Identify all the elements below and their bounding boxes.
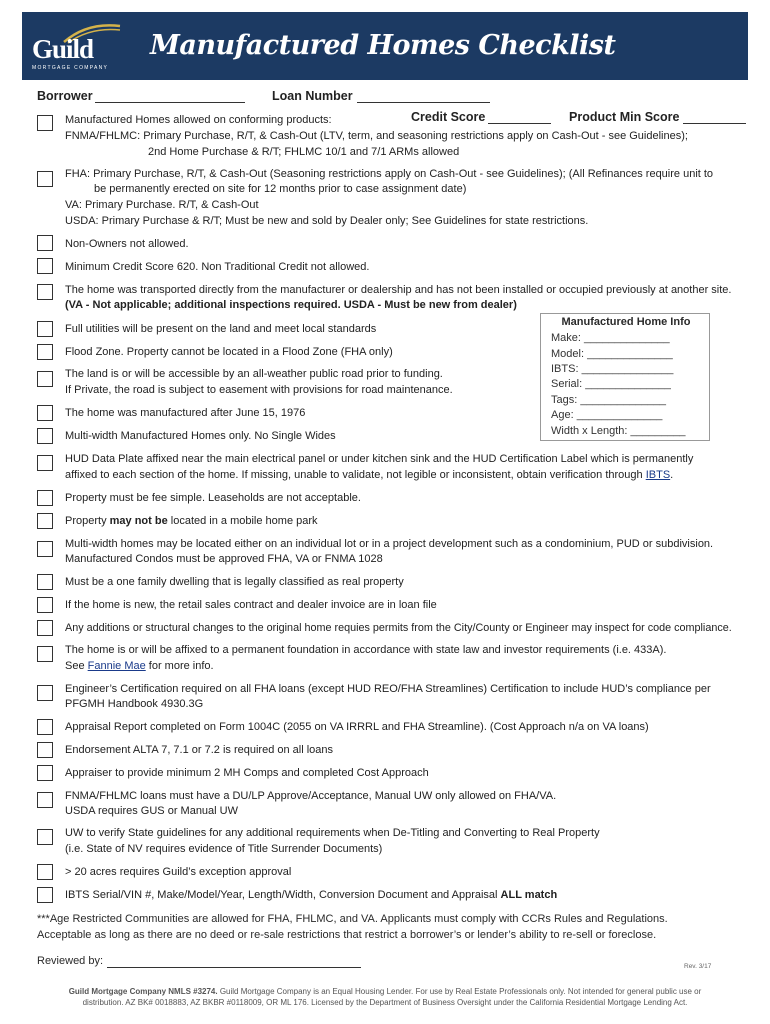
checkbox-manufactured-after[interactable] [37, 405, 53, 421]
item-alta: Endorsement ALTA 7, 7.1 or 7.2 is required on all loans [65, 744, 334, 756]
mh-ibts-field[interactable]: IBTS: _______________ [551, 363, 674, 375]
reviewed-by-field[interactable] [107, 967, 361, 968]
item-gus: USDA requires GUS or Manual UW [65, 805, 238, 817]
ibts-link[interactable]: IBTS [645, 469, 671, 481]
checkbox-permanent-foundation[interactable] [37, 646, 53, 662]
item-mobile-home-park: Property may not be located in a mobile home park [65, 515, 318, 527]
item-fee-simple: Property must be fee simple. Leaseholds are not acceptable. [65, 492, 361, 504]
item-all-match: IBTS Serial/VIN #, Make/Model/Year, Length/Width, Conversion Document and Appraisal ALL match [65, 889, 558, 901]
item-additions: Any additions or structural changes to the original home requies permits from the City/County or Engineer may inspect for code compliance. [65, 622, 732, 634]
mh-info-title: Manufactured Home Info [561, 316, 691, 328]
item-retail-sales: If the home is new, the retail sales contract and dealer invoice are in loan file [65, 599, 437, 611]
page-title: Manufactured Homes Checklist [150, 30, 616, 61]
loan-number-field[interactable] [357, 102, 490, 103]
item-multi-width: Multi-width Manufactured Homes only. No Single Wides [65, 430, 336, 442]
mh-serial-field[interactable]: Serial: ______________ [551, 378, 671, 390]
item-fannie-mae: See Fannie Mae for more info. [65, 660, 214, 672]
item-transported-note: (VA - Not applicable; additional inspections required. USDA - Must be new from dealer) [65, 299, 517, 311]
item-mh-comps: Appraiser to provide minimum 2 MH Comps and completed Cost Approach [65, 767, 429, 779]
item-one-family: Must be a one family dwelling that is legally classified as real property [65, 576, 404, 588]
item-min-credit-score: Minimum Credit Score 620. Non Traditional Credit not allowed. [65, 261, 370, 273]
item-road-access: The land is or will be accessible by an all-weather public road prior to funding. [65, 368, 443, 380]
item-state-nv: (i.e. State of NV requires evidence of Title Surrender Documents) [65, 843, 383, 855]
credit-score-label: Credit Score [411, 110, 486, 124]
revision-label: Rev. 3/17 [684, 963, 712, 970]
fannie-mae-link[interactable]: Fannie Mae [87, 660, 146, 672]
checkbox-road-access[interactable] [37, 371, 53, 387]
loan-number-label: Loan Number [272, 89, 353, 103]
checkbox-state-guidelines[interactable] [37, 829, 53, 845]
item-manufactured-condos: Manufactured Condos must be approved FHA, VA or FNMA 1028 [65, 553, 383, 565]
checkbox-appraisal-1004c[interactable] [37, 719, 53, 735]
item-lot-or-project: Multi-width homes may be located either on an individual lot or in a project development such as a condominium, PUD or subdivision. [65, 538, 714, 550]
credit-score-field[interactable] [488, 123, 551, 124]
checkbox-additions-permits[interactable] [37, 620, 53, 636]
footer-line-2: distribution. AZ BK# 0018883, AZ BKBR #0118009, OR ML 176. Licensed by the Department of Business Oversight under the California Residential Mortgage Lending Act. [82, 998, 688, 1007]
checkbox-transported-directly[interactable] [37, 284, 53, 300]
item-hud-data-plate-cont: affixed to each section of the home. If missing, unable to validate, not legible or inconsistent, obtain verification through IBTS. [65, 469, 674, 481]
checkbox-multi-width[interactable] [37, 428, 53, 444]
checkbox-acres-exception[interactable] [37, 864, 53, 880]
item-pfgmh: PFGMH Handbook 4930.3G [65, 698, 204, 710]
checkbox-engineers-certification[interactable] [37, 685, 53, 701]
item-conforming-products: Manufactured Homes allowed on conforming products: [65, 114, 332, 126]
item-hud-data-plate: HUD Data Plate affixed near the main electrical panel or under kitchen sink and the HUD Certification Label which is permanently [65, 453, 694, 465]
borrower-field[interactable] [95, 102, 245, 103]
manufactured-home-info-box [540, 313, 710, 441]
checkbox-fha-va-usda[interactable] [37, 171, 53, 187]
logo-subtext: MORTGAGE COMPANY [32, 65, 109, 71]
item-appraisal-1004c: Appraisal Report completed on Form 1004C (2055 on VA IRRRL and FHA Streamline). (Cost Approach n/a on VA loans) [65, 721, 649, 733]
product-min-score-label: Product Min Score [569, 110, 680, 124]
checkbox-mh-comps[interactable] [37, 765, 53, 781]
checkbox-conforming-products[interactable] [37, 115, 53, 131]
checkbox-all-match[interactable] [37, 887, 53, 903]
mh-make-field[interactable]: Make: ______________ [551, 332, 670, 344]
item-engineers-cert: Engineer’s Certification required on all FHA loans (except HUD REO/FHA Streamlines) Certification to include HUD’s compliance per [65, 683, 711, 695]
age-restricted-line-1: ***Age Restricted Communities are allowed for FHA, FHLMC, and VA. Applicants must comply with CCRs Rules and Regulations. [37, 913, 668, 925]
item-usda: USDA: Primary Purchase & R/T; Must be new and sold by Dealer only; See Guidelines for state restrictions. [65, 215, 589, 227]
checkbox-full-utilities[interactable] [37, 321, 53, 337]
item-fnma-fhlmc: FNMA/FHLMC: Primary Purchase, R/T, & Cash-Out (LTV, term, and seasoning restrictions apply on Cash-Out - see Guidelines); [65, 130, 688, 142]
item-non-owners: Non-Owners not allowed. [65, 238, 189, 250]
checkbox-alta-endorsement[interactable] [37, 742, 53, 758]
borrower-label: Borrower [37, 89, 93, 103]
mh-width-length-field[interactable]: Width x Length: _________ [551, 425, 686, 437]
age-restricted-line-2: Acceptable as long as there are no deed or re-sale restrictions that restrict a borrower’s or lender’s ability to re-sell or foreclose. [37, 928, 657, 941]
checkbox-one-family-dwelling[interactable] [37, 574, 53, 590]
checkbox-flood-zone[interactable] [37, 344, 53, 360]
item-acres: > 20 acres requires Guild’s exception approval [65, 866, 292, 878]
item-transported: The home was transported directly from the manufacturer or dealership and has not been installed or occupied previously at another site. [65, 284, 732, 296]
checkbox-retail-sales-contract[interactable] [37, 597, 53, 613]
mh-age-field[interactable]: Age: ______________ [551, 409, 663, 421]
checkbox-lot-or-project[interactable] [37, 541, 53, 557]
checkbox-hud-data-plate[interactable] [37, 455, 53, 471]
checkbox-min-credit-score[interactable] [37, 258, 53, 274]
checkbox-mobile-home-park[interactable] [37, 513, 53, 529]
item-va: VA: Primary Purchase. R/T, & Cash-Out [65, 199, 259, 211]
item-state-guidelines: UW to verify State guidelines for any additional requirements when De-Titling and Converting to Real Property [65, 827, 600, 839]
age-restricted-note [37, 912, 668, 943]
header-banner [22, 12, 748, 80]
checkbox-fee-simple[interactable] [37, 490, 53, 506]
item-fha-cont: be permanently erected on site for 12 months prior to case assignment date) [94, 183, 467, 195]
item-second-home: 2nd Home Purchase & R/T; FHLMC 10/1 and 7/1 ARMs allowed [148, 146, 460, 158]
item-flood-zone: Flood Zone. Property cannot be located in a Flood Zone (FHA only) [65, 346, 393, 358]
mh-tags-field[interactable]: Tags: ______________ [551, 394, 667, 406]
mh-model-field[interactable]: Model: ______________ [551, 348, 673, 360]
item-fha: FHA: Primary Purchase, R/T, & Cash-Out (Seasoning restrictions apply on Cash-Out - see Guidelines); (All Refinances require unit to [65, 168, 714, 180]
reviewed-by-label: Reviewed by: [37, 955, 104, 967]
item-permanent-foundation: The home is or will be affixed to a permanent foundation in accordance with state law and investor requirements (i.e. 433A). [65, 644, 667, 656]
logo: Guild [32, 34, 94, 64]
checkbox-du-lp-approve[interactable] [37, 792, 53, 808]
item-manufactured-after: The home was manufactured after June 15, 1976 [65, 407, 306, 419]
item-full-utilities: Full utilities will be present on the land and meet local standards [65, 323, 377, 335]
footer-line-1: Guild Mortgage Company NMLS #3274. Guild Mortgage Company is an Equal Housing Lender. For use by Real Estate Professionals only. Not intended for general public use or [68, 987, 702, 996]
checkbox-non-owners[interactable] [37, 235, 53, 251]
product-min-score-field[interactable] [683, 123, 746, 124]
item-du-lp: FNMA/FHLMC loans must have a DU/LP Approve/Acceptance, Manual UW only allowed on FHA/VA. [65, 790, 557, 802]
item-private-road: If Private, the road is subject to easement with provisions for road maintenance. [65, 384, 453, 396]
